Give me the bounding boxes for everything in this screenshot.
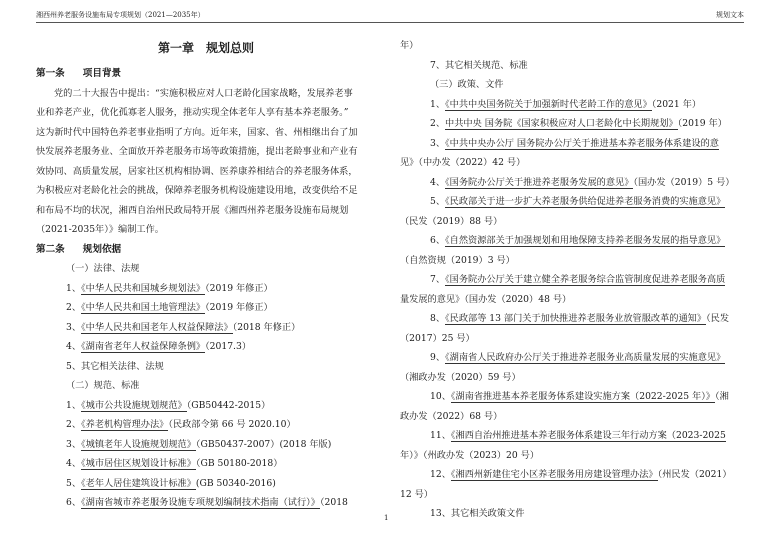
body-line: 业和养老产业，优化孤寡老人服务，推动实现全体老年人享有基本养老服务。” — [36, 107, 349, 118]
continued-line: 政办发（2022）68 号） — [400, 410, 503, 422]
item-number: 12、 — [430, 469, 451, 480]
item-number: 4、 — [66, 341, 82, 352]
list-item — [400, 192, 744, 212]
article-heading — [36, 64, 376, 84]
item-title: 《国务院办公厅关于建立健全养老服务综合监管制度促进养老服务高质 — [445, 274, 726, 285]
list-item — [400, 465, 744, 485]
list-item — [400, 309, 744, 329]
continued-line: 量发展的意见》（国办发（2020）48 号） — [400, 293, 572, 305]
list-item — [36, 454, 376, 474]
body-line: 党的二十大报告中提出：“实施积极应对人口老龄化国家战略，发展养老事 — [54, 87, 353, 99]
header-doc-type: 规划文本 — [716, 11, 744, 19]
right-column — [400, 36, 744, 524]
continued-line: 年） — [400, 40, 419, 51]
item-note: （GB50437-2007）(2018 年版) — [195, 438, 332, 450]
header-doc-title: 湘西州养老服务设施布局专项规划（2021—2035年） — [36, 11, 205, 19]
article-title: 规划依据 — [82, 243, 122, 255]
item-number: 3、 — [66, 438, 82, 450]
continued-line: （2017）25 号） — [400, 332, 475, 344]
list-item — [400, 348, 744, 368]
item-title: 《湖南省推进基本养老服务体系建设实施方案（2022-2025 年）》 — [450, 391, 715, 402]
list-item — [400, 95, 744, 115]
body-line: （2021-2035年）》编制工作。 — [36, 224, 164, 235]
item-number: 7、 — [430, 274, 446, 285]
list-item — [36, 337, 376, 357]
item-note: （2018 年修正） — [232, 321, 301, 333]
body-line: 这为新时代中国特色养老事业指明了方向。近年来，国家、省、州相继出台了加 — [36, 126, 358, 138]
list-item — [400, 387, 744, 407]
item-title: 《湖南省老年人权益保障条例》 — [81, 341, 206, 352]
continued-line: （民发（2019）88 号） — [400, 215, 503, 227]
item-title: 《湘西自治州推进基本养老服务体系建设三年行动方案（2023-2025 — [450, 430, 726, 441]
list-item: 7、其它相关规范、标准 — [430, 59, 528, 71]
list-item — [36, 396, 376, 416]
item-title: 《自然资源部关于加强规划和用地保障支持养老服务发展的指导意见》 — [445, 235, 726, 246]
continued-line: （湘政办发（2020）59 号） — [400, 371, 521, 383]
item-number: 8、 — [430, 313, 446, 324]
item-note: （2017.3） — [205, 341, 252, 352]
item-title: 《民政部关于进一步扩大养老服务供给促进养老服务消费的实施意见》 — [445, 196, 726, 207]
section-heading: （二）规范、标准 — [66, 380, 140, 391]
item-note: （2018 — [319, 497, 348, 508]
article-title: 项目背景 — [82, 68, 122, 79]
continued-line: （自然资规（2019）3 号） — [400, 254, 515, 266]
item-number: 4、 — [430, 176, 446, 188]
item-title: 《民政部等 13 部门关于加快推进养老服务业放管服改革的通知》 — [445, 313, 707, 324]
list-item — [400, 231, 744, 251]
item-number: 13、 — [430, 508, 451, 519]
item-title: 《中华人民共和国城乡规划法》 — [81, 282, 206, 294]
page-number: 1 — [384, 514, 389, 522]
item-title: 《湖南省人民政府办公厅关于推进养老服务业高质量发展的实施意见》 — [445, 352, 726, 363]
page-header — [36, 9, 744, 23]
list-item — [36, 279, 376, 299]
item-title: 中共中央 国务院《国家积极应对人口老龄化中长期规划》 — [445, 118, 678, 129]
list-item — [36, 318, 376, 338]
continued-line: 年）》（州政办发（2023）20 号） — [400, 449, 540, 461]
chapter-title: 第一章 规划总则 — [157, 41, 254, 55]
item-note: （GB50442-2015） — [186, 399, 271, 411]
list-item — [36, 493, 376, 513]
item-number: 2、 — [66, 302, 82, 313]
item-number: 2、 — [66, 419, 82, 430]
list-item — [36, 415, 376, 435]
list-item — [36, 357, 376, 377]
item-note: （2021 年） — [651, 98, 702, 110]
list-item — [400, 504, 744, 524]
item-title: 《城市公共设施规划规范》 — [81, 399, 187, 411]
list-item — [36, 474, 376, 494]
item-note: 其它相关法律、法规 — [81, 360, 164, 372]
list-item — [400, 114, 744, 134]
item-number: 5、 — [430, 196, 446, 207]
item-title: 《中华人民共和国老年人权益保障法》 — [81, 321, 233, 333]
item-number: 3、 — [430, 137, 446, 149]
item-number: 11、 — [430, 430, 451, 441]
article-number: 第一条 — [36, 68, 65, 79]
item-number: 1、 — [66, 282, 82, 294]
section-heading: （一）法律、法规 — [66, 263, 140, 274]
continued-line: 见》（中办发（2022）42 号） — [400, 157, 526, 168]
item-note: （2019 年修正） — [205, 282, 273, 294]
item-title: 《中共中央办公厅 国务院办公厅关于推进基本养老服务体系建设的意 — [445, 137, 719, 149]
item-note: (GB 50340-2016) — [195, 477, 276, 489]
item-number: 2、 — [430, 118, 446, 129]
item-note: （民发 — [706, 313, 730, 324]
list-item — [400, 134, 744, 154]
item-note: （2019 年） — [677, 118, 727, 129]
list-item — [400, 173, 744, 193]
body-line: 快发展养老服务业、全面放开养老服务市场等政策措施，提出老龄事业和产业有 — [36, 146, 358, 157]
left-column — [36, 28, 376, 513]
item-title: 《城镇老年人设施规划规范》 — [81, 438, 196, 450]
item-title: 《老年人居住建筑设计标准》 — [81, 477, 196, 489]
continued-line: 12 号） — [400, 488, 433, 500]
item-title: 《湖南省城市养老服务设施专项规划编制技术指南（试行）》 — [81, 497, 320, 508]
item-number: 5、 — [66, 360, 82, 372]
item-note: （州民发（2021） — [657, 469, 732, 480]
section-heading: （三）政策、文件 — [430, 79, 504, 90]
body-line: 和布局不均的状况，湘西自治州民政局特开展《湘西州养老服务设施布局规划 — [36, 204, 349, 216]
item-number: 1、 — [66, 399, 82, 411]
item-note: （2019 年修正） — [205, 302, 273, 313]
item-title: 《中共中央国务院关于加强新时代老龄工作的意见》 — [445, 98, 652, 110]
article-number: 第二条 — [36, 243, 65, 255]
item-title: 《湘西州新建住宅小区养老服务用房建设管理办法》 — [450, 469, 658, 480]
item-note: （国办发（2019）5 号） — [633, 176, 735, 188]
list-item — [36, 435, 376, 455]
item-note: （湘 — [714, 391, 729, 402]
item-note: 其它相关政策文件 — [450, 508, 525, 519]
body-line: 效协同、高质量发展，居家社区机构相协调、医养康养相结合的养老服务体系， — [36, 165, 358, 177]
item-number: 9、 — [430, 352, 446, 363]
item-title: 《养老机构管理办法》 — [81, 419, 169, 430]
item-number: 10、 — [430, 391, 451, 402]
article-heading — [36, 240, 376, 260]
body-line: 为积极应对老龄化社会的挑战，保障养老服务机构设施建设用地，改变供给不足 — [36, 185, 358, 196]
item-title: 《中华人民共和国土地管理法》 — [81, 302, 206, 313]
item-title: 《城市居住区规划设计标准》 — [81, 458, 196, 469]
item-number: 5、 — [66, 477, 82, 489]
item-note: （GB 50180-2018） — [195, 458, 283, 469]
item-number: 3、 — [66, 321, 82, 333]
item-number: 4、 — [66, 458, 82, 469]
item-number: 6、 — [66, 497, 82, 508]
list-item — [400, 426, 744, 446]
item-number: 1、 — [430, 98, 446, 110]
item-title: 《国务院办公厅关于推进养老服务发展的意见》 — [445, 176, 634, 188]
item-note: （民政部令第 66 号 2020.10） — [168, 419, 296, 430]
list-item — [400, 270, 744, 290]
item-number: 6、 — [430, 235, 446, 246]
list-item — [36, 298, 376, 318]
